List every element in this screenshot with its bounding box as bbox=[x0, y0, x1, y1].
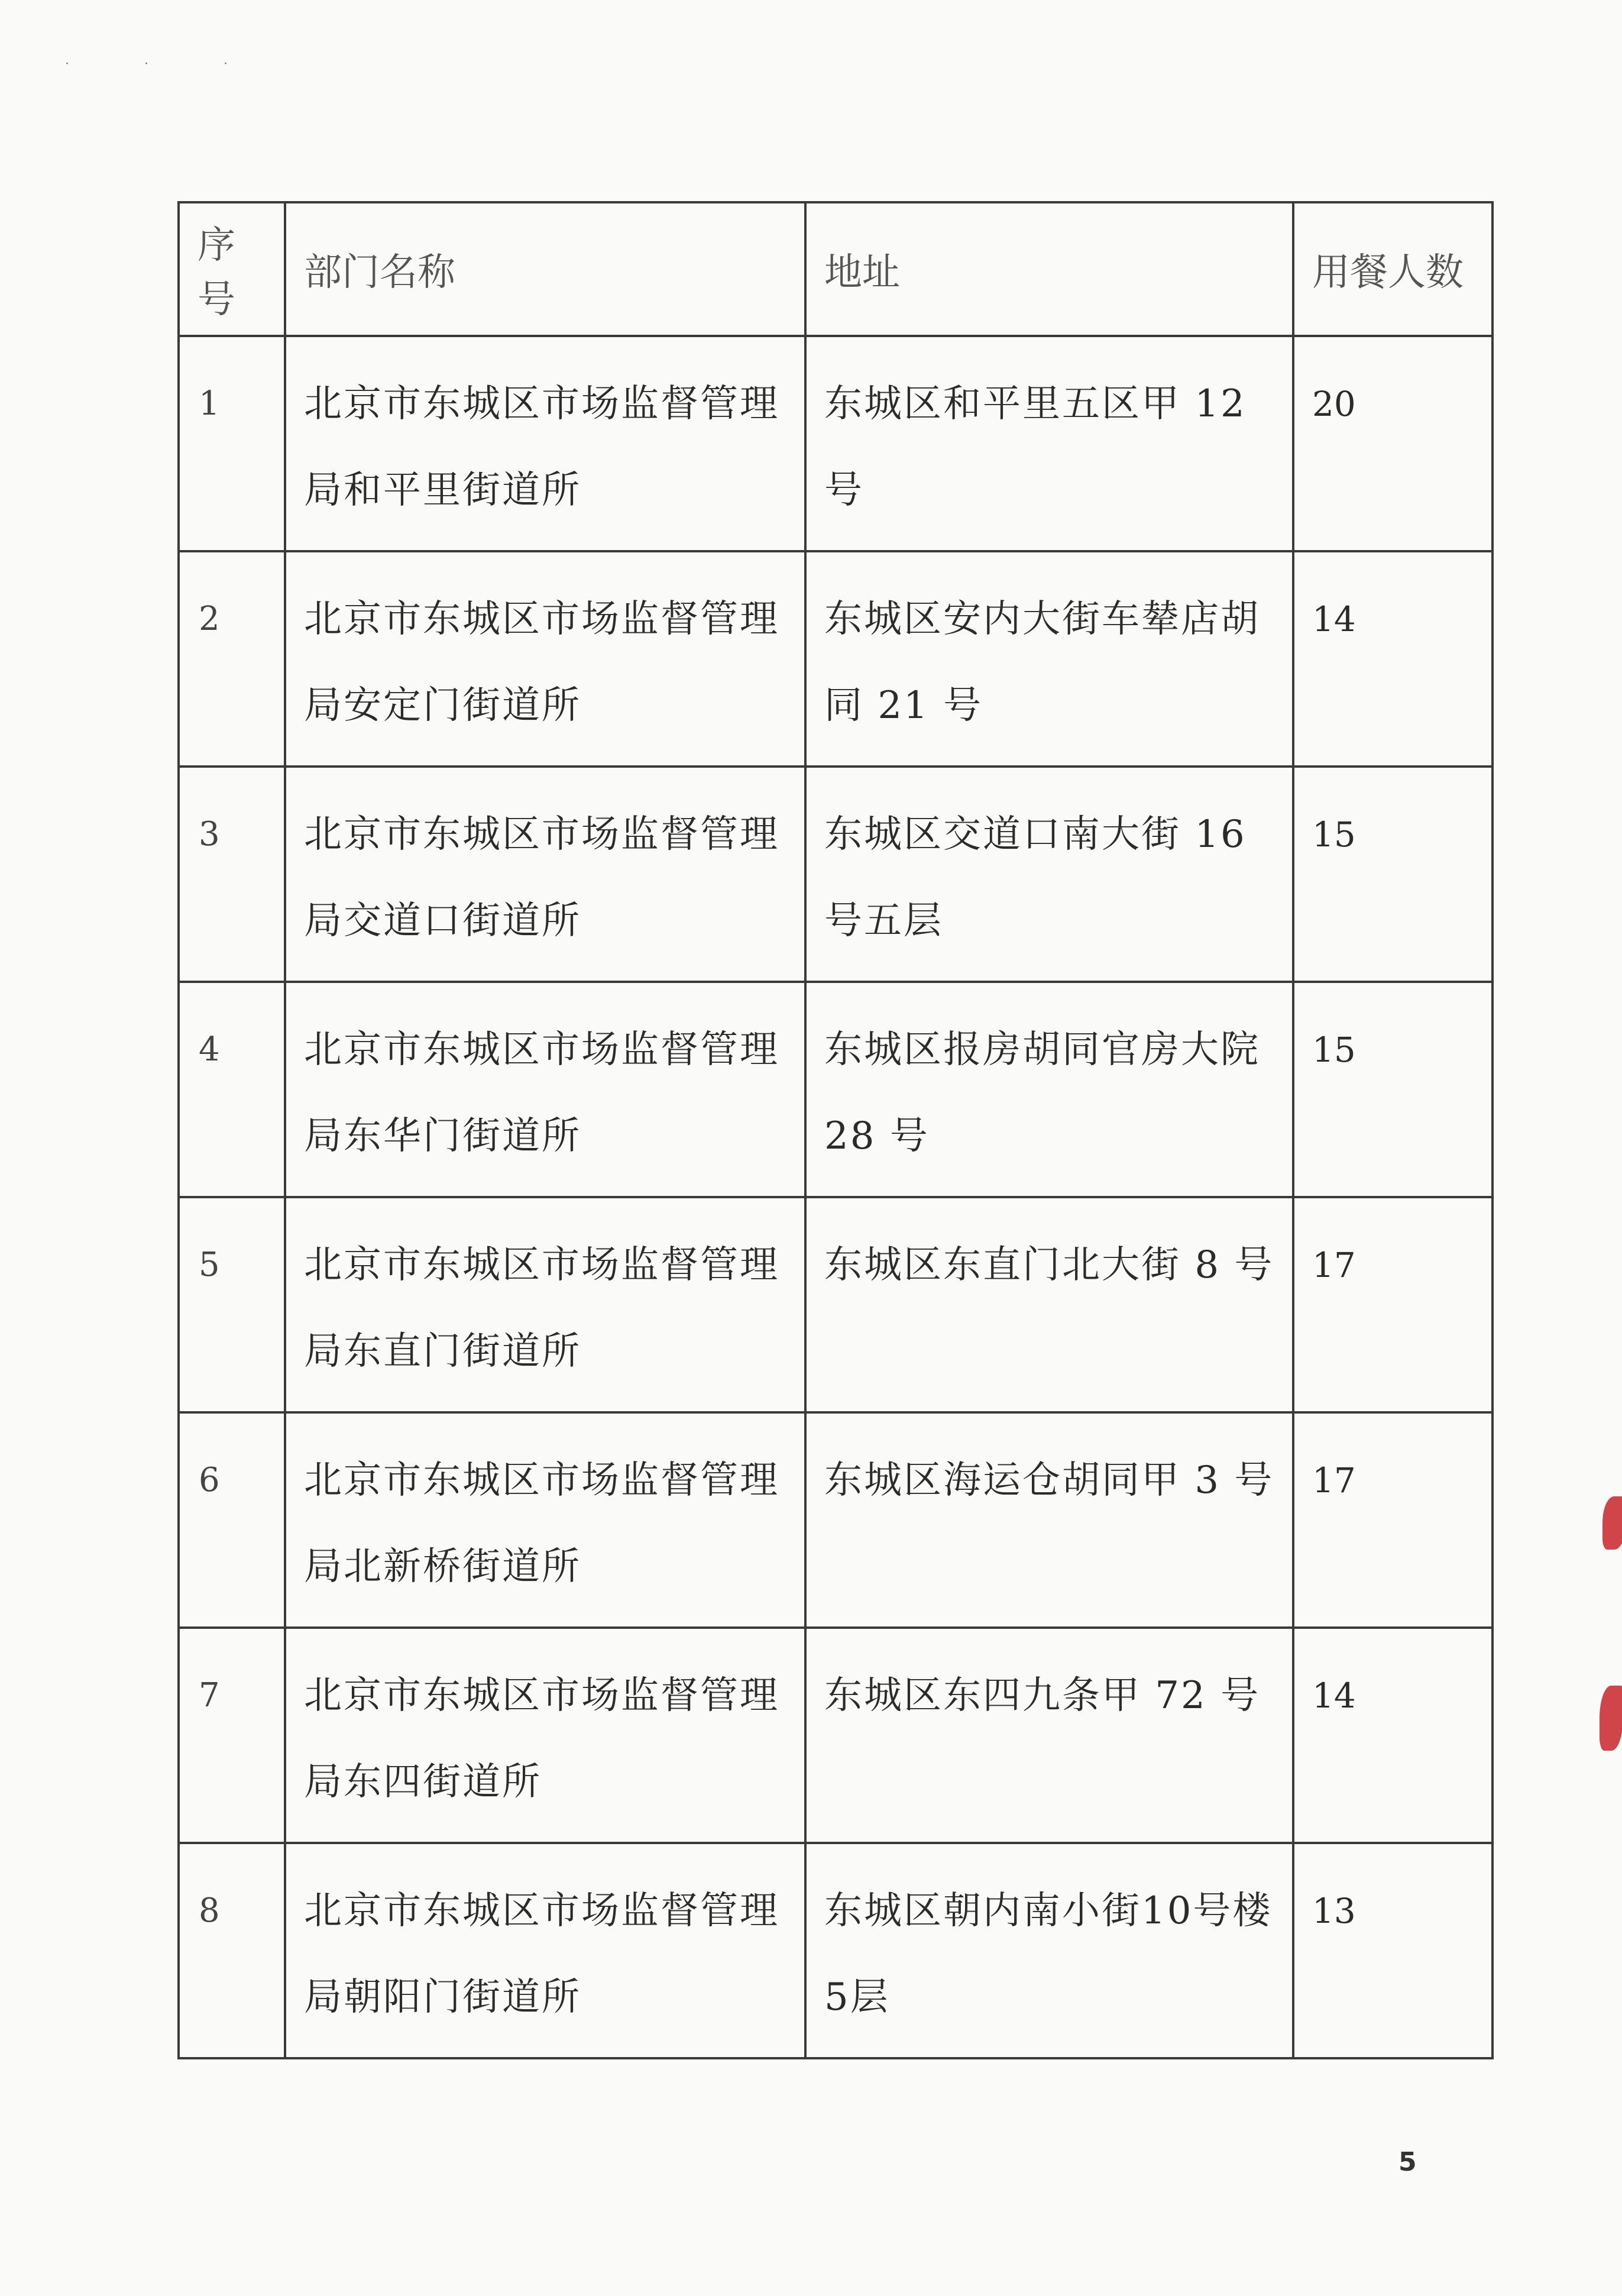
row-diners: 13 bbox=[1293, 1843, 1493, 2058]
row-index: 3 bbox=[179, 767, 285, 982]
row-diners: 14 bbox=[1293, 1628, 1493, 1843]
row-diners: 17 bbox=[1293, 1412, 1493, 1628]
scan-marks: · · · bbox=[65, 57, 263, 72]
row-dept: 北京市东城区市场监督管理局朝阳门街道所 bbox=[285, 1843, 805, 2058]
table-row bbox=[179, 1412, 1493, 1628]
row-address: 东城区东直门北大街 8 号 bbox=[805, 1197, 1293, 1412]
row-diners: 15 bbox=[1293, 982, 1493, 1197]
row-index: 4 bbox=[179, 982, 285, 1197]
row-diners: 15 bbox=[1293, 767, 1493, 982]
row-address: 东城区海运仓胡同甲 3 号 bbox=[805, 1412, 1293, 1628]
row-index: 6 bbox=[179, 1412, 285, 1628]
row-index: 5 bbox=[179, 1197, 285, 1412]
header-diners: 用餐人数 bbox=[1293, 202, 1493, 336]
row-dept: 北京市东城区市场监督管理局安定门街道所 bbox=[285, 551, 805, 767]
row-dept: 北京市东城区市场监督管理局东四街道所 bbox=[285, 1628, 805, 1843]
row-address: 东城区报房胡同官房大院28 号 bbox=[805, 982, 1293, 1197]
page-number: 5 bbox=[1398, 2147, 1417, 2177]
table-row bbox=[179, 982, 1493, 1197]
row-index: 1 bbox=[179, 336, 285, 551]
row-dept: 北京市东城区市场监督管理局东华门街道所 bbox=[285, 982, 805, 1197]
row-address: 东城区朝内南小街10号楼5层 bbox=[805, 1843, 1293, 2058]
row-diners: 14 bbox=[1293, 551, 1493, 767]
row-index: 8 bbox=[179, 1843, 285, 2058]
table-row bbox=[179, 1843, 1493, 2058]
red-seal-fragment bbox=[1602, 1496, 1622, 1550]
row-diners: 17 bbox=[1293, 1197, 1493, 1412]
row-address: 东城区安内大街车辇店胡同 21 号 bbox=[805, 551, 1293, 767]
table-row bbox=[179, 1628, 1493, 1843]
row-diners: 20 bbox=[1293, 336, 1493, 551]
row-dept: 北京市东城区市场监督管理局东直门街道所 bbox=[285, 1197, 805, 1412]
row-dept: 北京市东城区市场监督管理局交道口街道所 bbox=[285, 767, 805, 982]
row-dept: 北京市东城区市场监督管理局北新桥街道所 bbox=[285, 1412, 805, 1628]
row-address: 东城区东四九条甲 72 号 bbox=[805, 1628, 1293, 1843]
row-address: 东城区和平里五区甲 12 号 bbox=[805, 336, 1293, 551]
red-seal-fragment bbox=[1600, 1686, 1622, 1751]
table-row bbox=[179, 767, 1493, 982]
header-dept: 部门名称 bbox=[285, 202, 805, 336]
table-header-row bbox=[179, 202, 1493, 336]
table-row bbox=[179, 551, 1493, 767]
department-table bbox=[177, 201, 1494, 2059]
table-row bbox=[179, 336, 1493, 551]
table-row bbox=[179, 1197, 1493, 1412]
header-address: 地址 bbox=[805, 202, 1293, 336]
row-dept: 北京市东城区市场监督管理局和平里街道所 bbox=[285, 336, 805, 551]
row-index: 7 bbox=[179, 1628, 285, 1843]
row-address: 东城区交道口南大街 16 号五层 bbox=[805, 767, 1293, 982]
row-index: 2 bbox=[179, 551, 285, 767]
header-index: 序号 bbox=[179, 202, 285, 336]
